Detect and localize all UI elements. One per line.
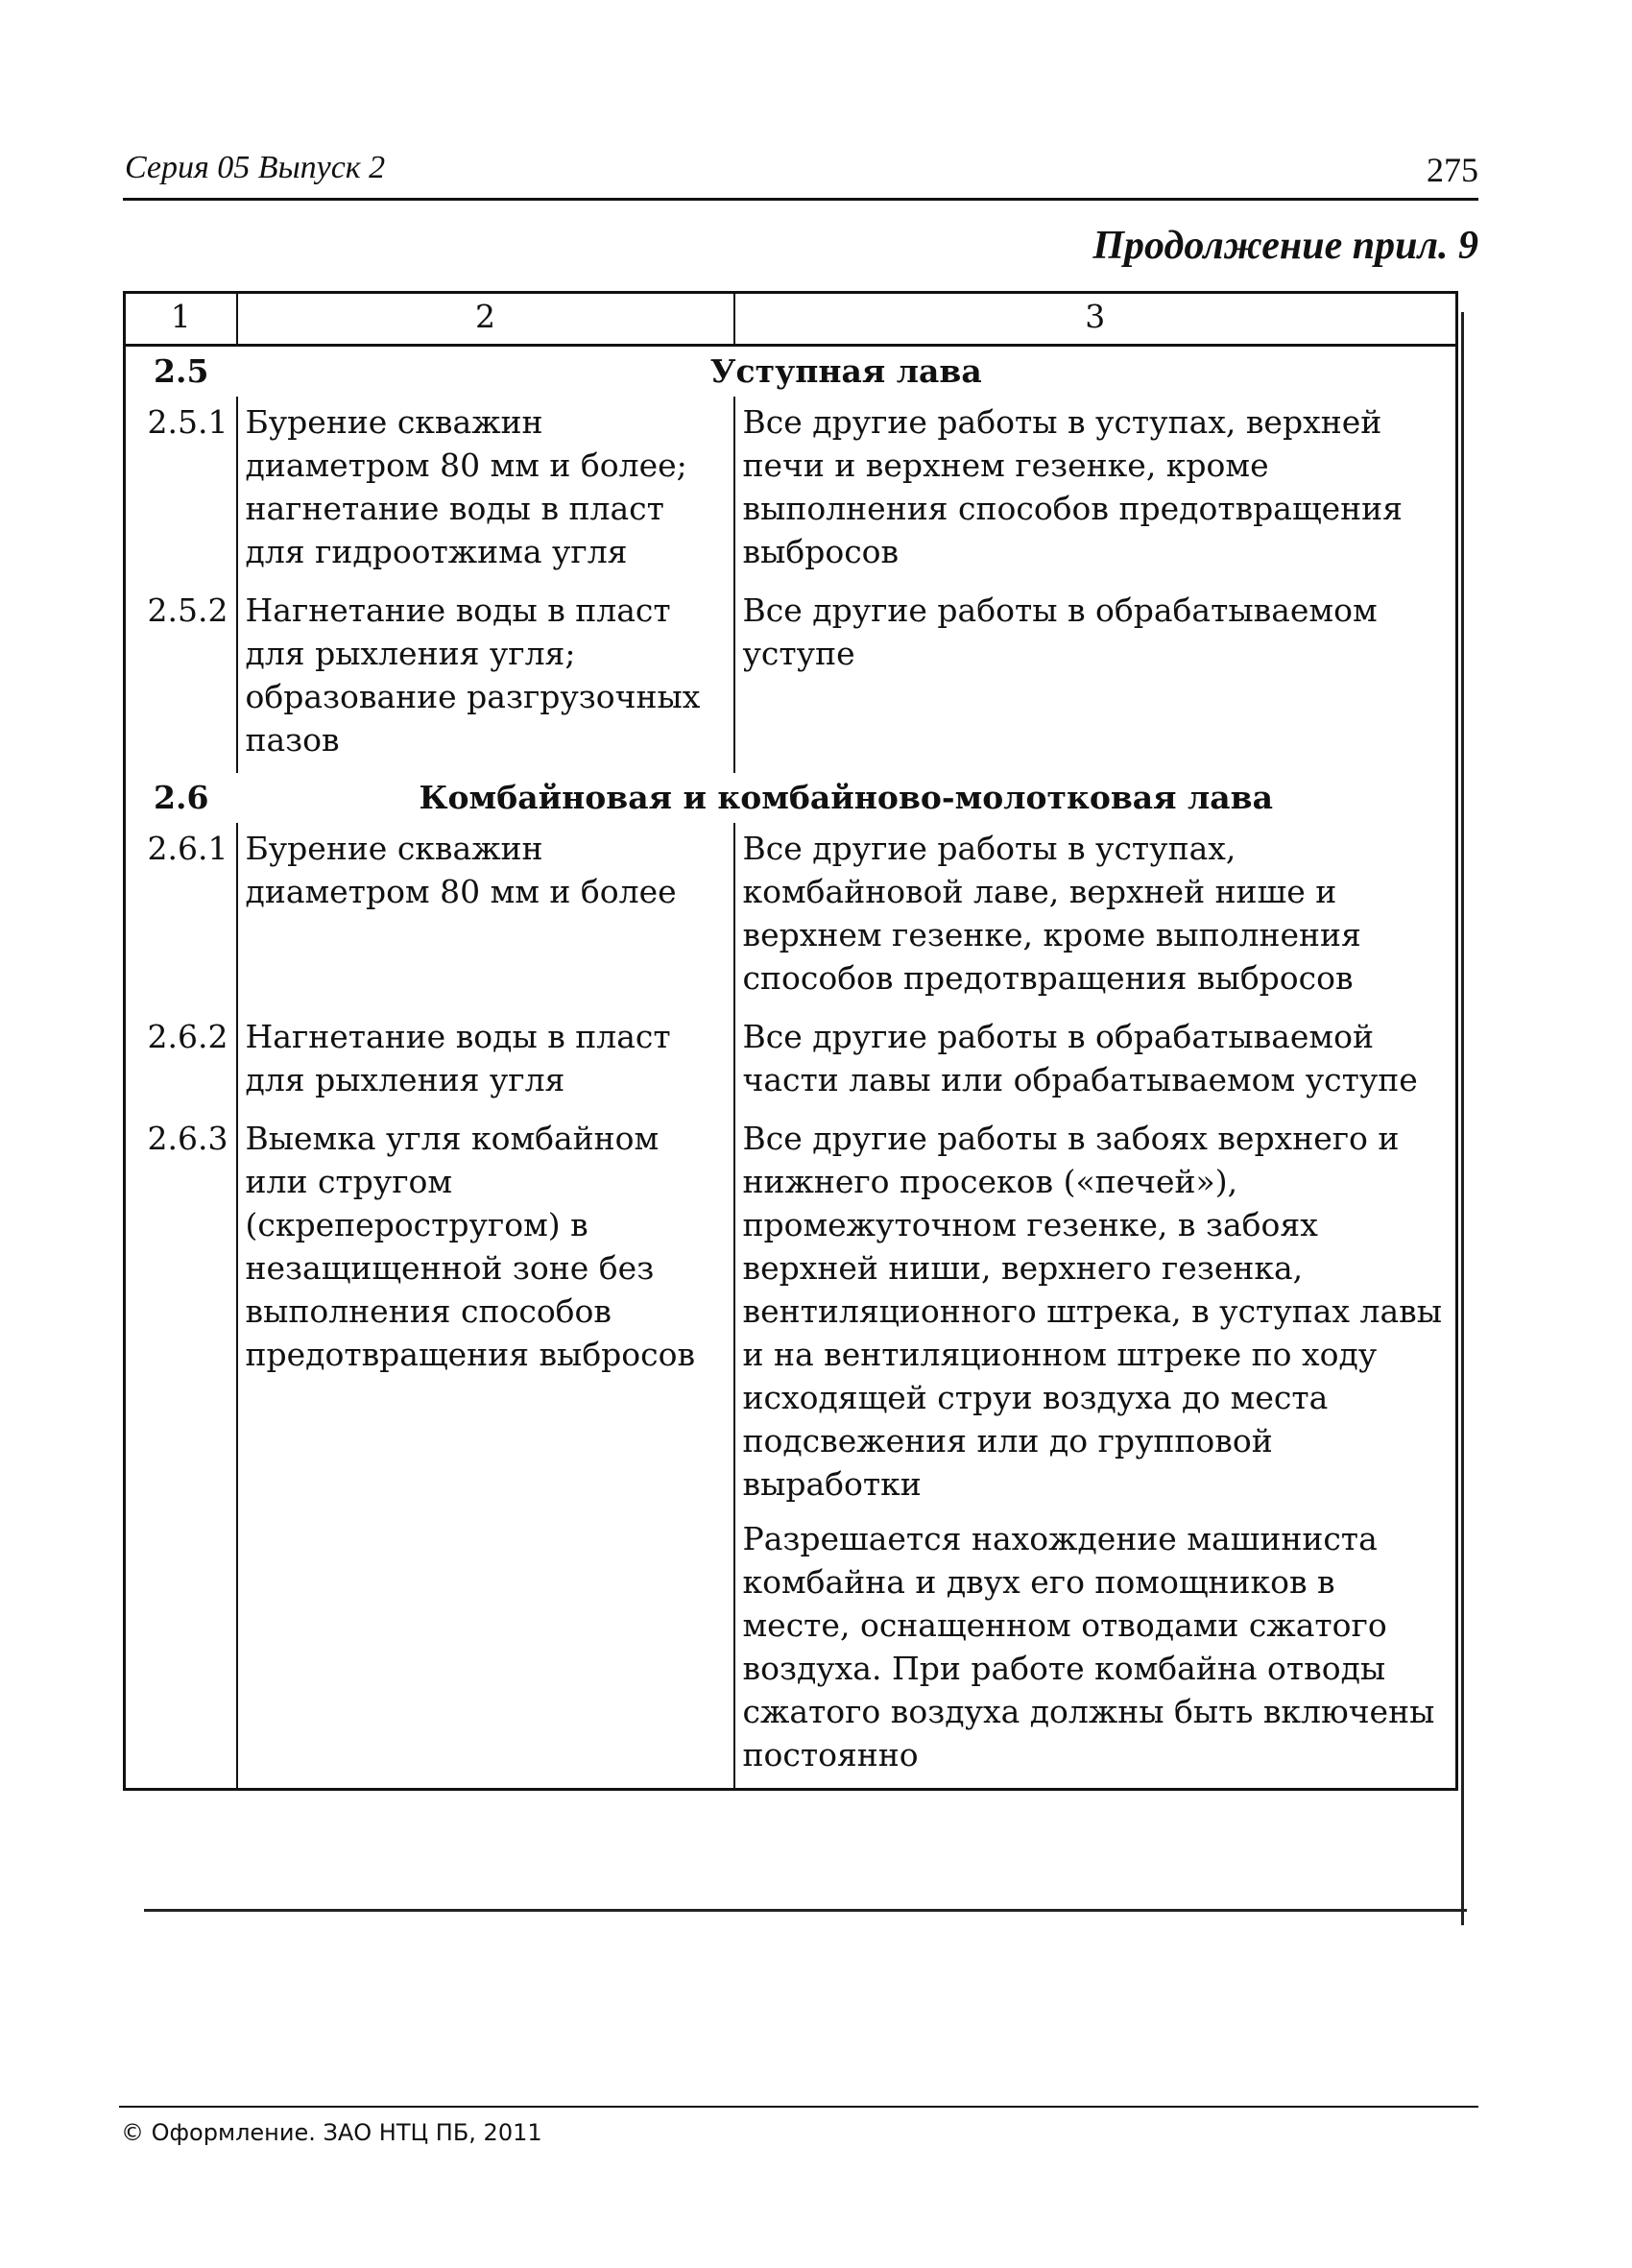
footer-divider <box>119 2106 1478 2108</box>
work-cell: Нагнетание воды в пласт для рыхления угля <box>237 1011 734 1113</box>
page-number: 275 <box>1427 151 1478 189</box>
restriction-text: Все другие работы в забоях верхнего и нижнего просеков («печей»), промежуточном гезенке, в забоях верхней ниши, верхнего гезенка, вентиляционного штрека, в уступах лавы и на вентиляционном штреке по ходу исходящей струи воздуха до места подсвежения или до групповой выработки <box>742 1120 1442 1503</box>
work-cell: Нагнетание воды в пласт для рыхления угля; образование разгрузочных пазов <box>237 585 734 773</box>
scan-bottom-rule <box>144 1909 1467 1912</box>
column-header-2: 2 <box>237 293 734 346</box>
restriction-cell: Все другие работы в обрабатываемой части лавы или обрабатываемом уступе <box>734 1011 1457 1113</box>
continuation-caption: Продолжение прил. 9 <box>1092 224 1478 268</box>
page-header <box>123 142 1478 201</box>
row-number: 2.5.2 <box>147 591 228 629</box>
restriction-cell: Все другие работы в уступах, комбайновой лаве, верхней нише и верхнем гезенке, кроме выполнения способов предотвращения выбросов <box>734 823 1457 1011</box>
work-cell: Выемка угля комбайном или стругом (скреперостругом) в незащищенной зоне без выполнения способов предотвращения выбросов <box>237 1113 734 1790</box>
footer-copyright: © Оформление. ЗАО НТЦ ПБ, 2011 <box>121 2119 542 2146</box>
row-number: 2.6.3 <box>147 1120 228 1157</box>
section-row-2-6 <box>125 773 1457 823</box>
row-number: 2.6.1 <box>147 830 228 867</box>
scan-edge-rule <box>1461 312 1464 1925</box>
table-row <box>125 1011 1457 1113</box>
section-number: 2.6 <box>154 779 209 816</box>
restriction-cell <box>734 1113 1457 1790</box>
work-cell: Бурение скважин диаметром 80 мм и более; нагнетание воды в пласт для гидроотжима угля <box>237 397 734 585</box>
section-row-2-5 <box>125 346 1457 398</box>
table-header-row <box>125 293 1457 346</box>
section-title: Уступная лава <box>709 352 982 390</box>
table-row <box>125 823 1457 1011</box>
table-row <box>125 397 1457 585</box>
restriction-cell: Все другие работы в обрабатываемом уступе <box>734 585 1457 773</box>
table-row <box>125 585 1457 773</box>
section-title: Комбайновая и комбайново-молотковая лава <box>419 779 1273 816</box>
series-label: Серия 05 Выпуск 2 <box>125 150 386 185</box>
table-row <box>125 1113 1457 1790</box>
row-number: 2.6.2 <box>147 1018 228 1055</box>
section-number: 2.5 <box>154 352 209 390</box>
column-header-1: 1 <box>125 293 237 346</box>
row-number: 2.5.1 <box>147 403 228 441</box>
column-header-3: 3 <box>734 293 1457 346</box>
restriction-note: Разрешается нахождение машиниста комбайна и двух его помощников в месте, оснащенном отводами сжатого воздуха. При работе комбайна отводы сжатого воздуха должны быть включены постоянно <box>742 1520 1435 1773</box>
restriction-cell: Все другие работы в уступах, верхней печи и верхнем гезенке, кроме выполнения способов предотвращения выбросов <box>734 397 1457 585</box>
work-cell: Бурение скважин диаметром 80 мм и более <box>237 823 734 1011</box>
regulation-table <box>123 291 1458 1791</box>
